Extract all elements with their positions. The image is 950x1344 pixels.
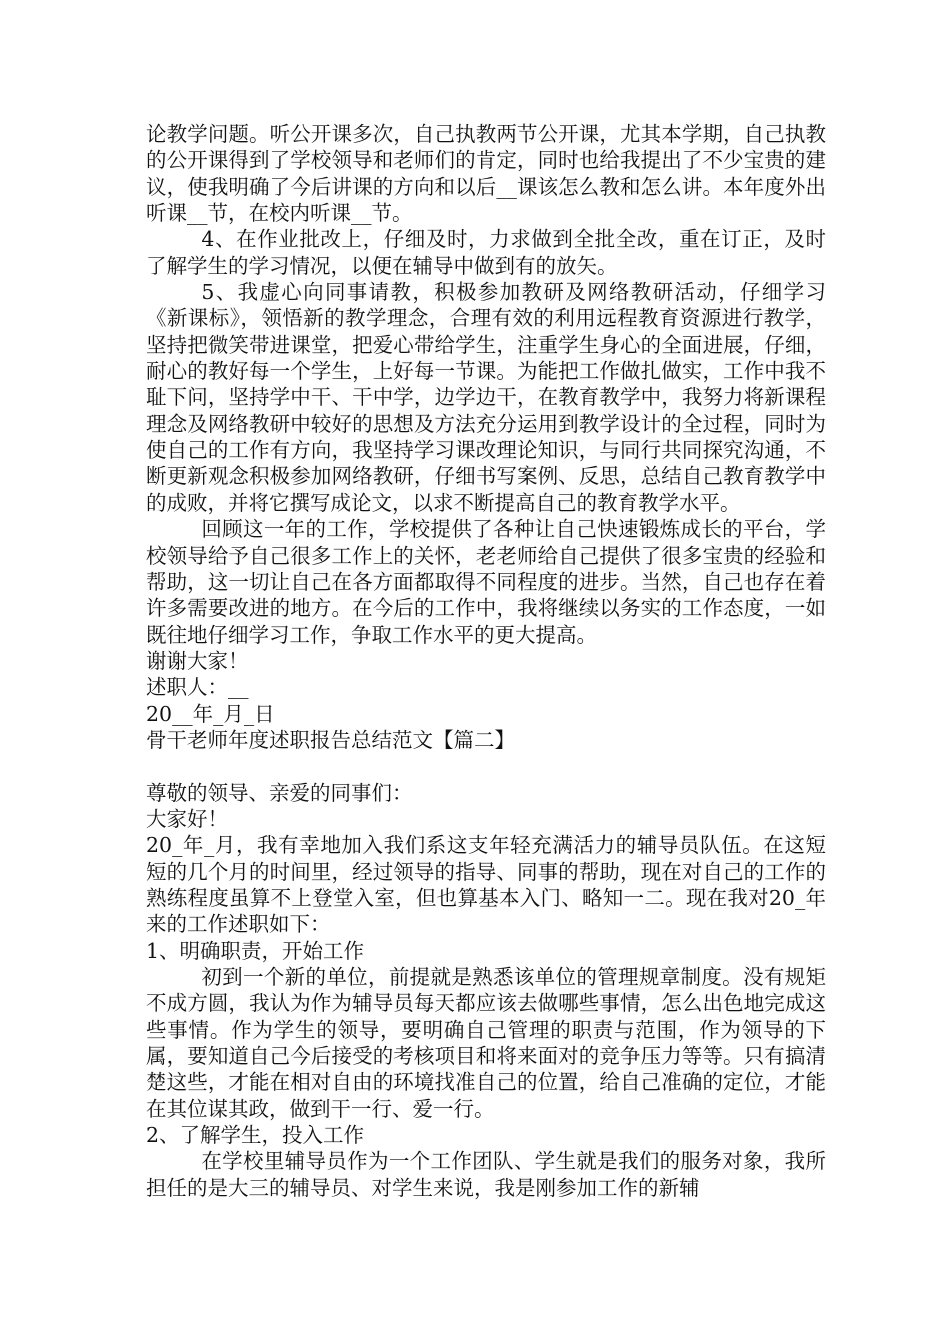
paragraph: 4、在作业批改上，仔细及时，力求做到全批全改，重在订正，及时了解学生的学习情况，以便在辅导中做到有的放矢。 xyxy=(146,227,826,278)
section-title: 骨干老师年度述职报告总结范文【篇二】 xyxy=(146,727,515,752)
subheading: 2、了解学生，投入工作 xyxy=(146,1123,365,1148)
paragraph: 20_年_月，我有幸地加入我们系这支年轻充满活力的辅导员队伍。在这短短的几个月的时间里，经过领导的指导、同事的帮助，现在对自己的工作的熟练程度虽算不上登堂入室，但也算基本入门、略知一二。现在我对20_年来的工作述职如下： xyxy=(146,833,826,937)
closing-thanks: 谢谢大家！ xyxy=(146,648,249,673)
date-line: 20__年_月_日 xyxy=(146,701,275,726)
salutation: 尊敬的领导、亲爱的同事们： xyxy=(146,780,413,805)
blank-line xyxy=(146,753,826,779)
subheading: 1、明确职责，开始工作 xyxy=(146,938,365,963)
paragraph: 初到一个新的单位，前提就是熟悉该单位的管理规章制度。没有规矩不成方圆，我认为作为辅导员每天都应该去做哪些事情，怎么出色地完成这些事情。作为学生的领导，要明确自己管理的职责与范围，作为领导的下属，要知道自己今后接受的考核项目和将来面对的竞争压力等等。只有搞清楚这些，才能在相对自由的环境找准自己的位置，给自己准确的定位，才能在其位谋其政，做到干一行、爱一行。 xyxy=(146,965,826,1121)
greeting: 大家好！ xyxy=(146,806,228,831)
paragraph: 论教学问题。听公开课多次，自己执教两节公开课，尤其本学期，自己执教的公开课得到了学校领导和老师们的肯定，同时也给我提出了不少宝贵的建议，使我明确了今后讲课的方向和以后__课该怎么教和怎么讲。本年度外出听课__节，在校内听课__节。 xyxy=(146,122,826,226)
paragraph: 在学校里辅导员作为一个工作团队、学生就是我们的服务对象，我所担任的是大三的辅导员、对学生来说，我是刚参加工作的新辅 xyxy=(146,1149,826,1200)
signature-line: 述职人：__ xyxy=(146,675,249,700)
paragraph: 5、我虚心向同事请教，积极参加教研及网络教研活动，仔细学习《新课标》，领悟新的教学理念，合理有效的利用远程教育资源进行教学，坚持把微笑带进课堂，把爱心带给学生，注重学生身心的全面进展，仔细，耐心的教好每一个学生，上好每一节课。为能把工作做扎做实，工作中我不耻下问，坚持学中干、干中学，边学边干，在教育教学中，我努力将新课程理念及网络教研中较好的思想及方法充分运用到教学设计的全过程，同时为使自己的工作有方向，我坚持学习课改理论知识，与同行共同探究沟通，不断更新观念积极参加网络教研，仔细书写案例、反思，总结自己教育教学中的成败，并将它撰写成论文，以求不断提高自己的教育教学水平。 xyxy=(146,280,826,515)
paragraph: 回顾这一年的工作，学校提供了各种让自己快速锻炼成长的平台，学校领导给予自己很多工作上的关怀，老老师给自己提供了很多宝贵的经验和帮助，这一切让自己在各方面都取得不同程度的进步。当然，自己也存在着许多需要改进的地方。在今后的工作中，我将继续以务实的工作态度，一如既往地仔细学习工作，争取工作水平的更大提高。 xyxy=(146,517,826,647)
document-body xyxy=(146,121,826,1201)
